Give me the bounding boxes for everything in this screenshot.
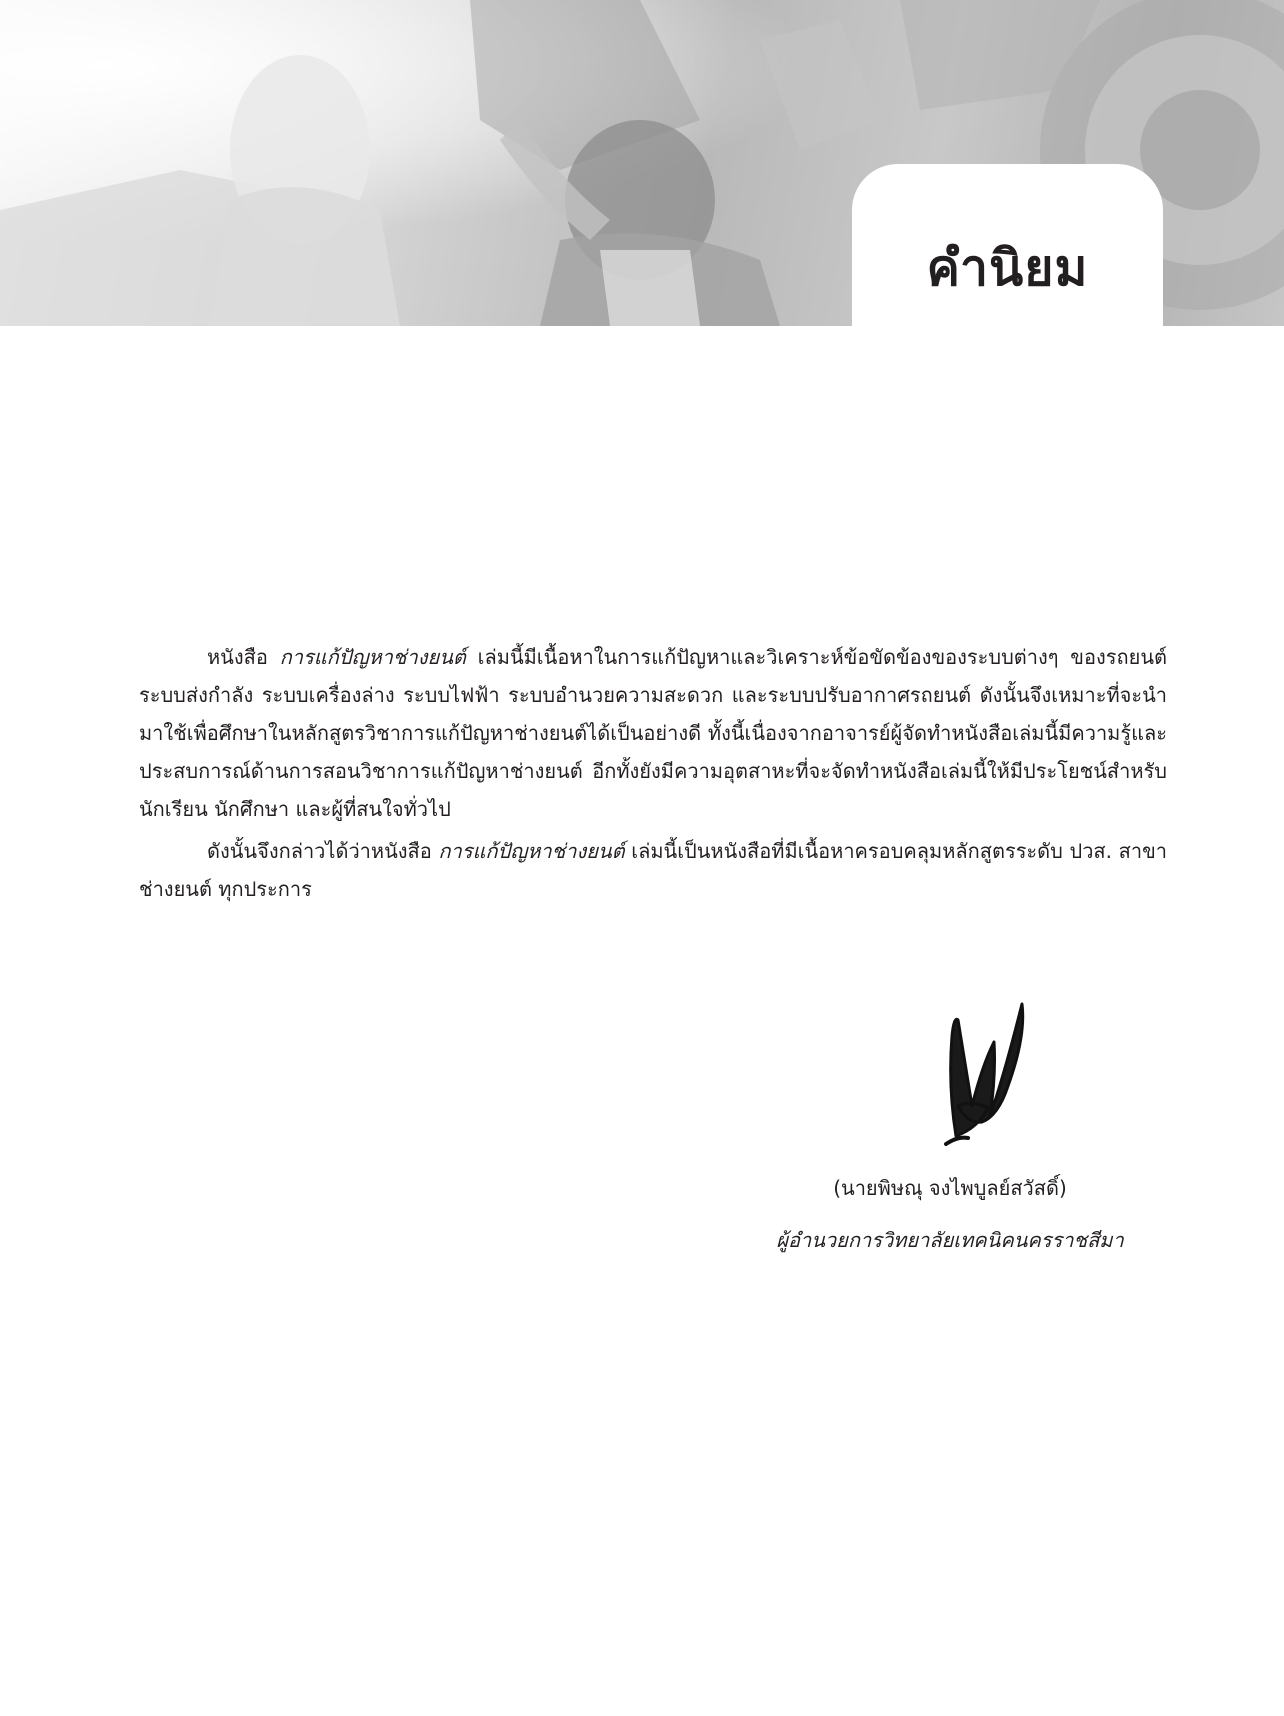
signer-name: (นายพิษณุ จงไพบูลย์สวัสดิ์): [833, 1176, 1067, 1200]
handwritten-signature: [938, 996, 1038, 1146]
p1-intro: หนังสือ: [207, 645, 280, 669]
book-title: การแก้ปัญหาช่างยนต์: [279, 645, 466, 669]
foreword-body: [139, 638, 1167, 912]
page-title: คำนิยม: [926, 239, 1089, 297]
p1-text: เล่มนี้มีเนื้อหาในการแก้ปัญหาและวิเคราะห์ข้อขัดข้องของระบบต่างๆ ของรถยนต์ ระบบส่งกำลัง ระบบเครื่องล่าง ระบบไฟฟ้า ระบบอำนวยความสะดวก และระบบปรับอากาศรถยนต์ ดังนั้นจึงเหมาะที่จะนำมาใช้เพื่อศึกษาในหลักสูตรวิชาการแก้ปัญหาช่างยนต์ได้เป็นอย่างดี ทั้งนี้เนื่องจากอาจารย์ผู้จัดทำหนังสือเล่มนี้มีความรู้และประสบการณ์ด้านการสอนวิชาการแก้ปัญหาช่างยนต์ อีกทั้งยังมีความอุตสาหะที่จะจัดทำหนังสือเล่มนี้ให้มีประโยชน์สำหรับนักเรียน นักศึกษา และผู้ที่สนใจทั่วไป: [139, 645, 1167, 821]
book-title: การแก้ปัญหาช่างยนต์: [438, 839, 625, 863]
paragraph-2: [139, 832, 1167, 908]
signer-position: ผู้อำนวยการวิทยาลัยเทคนิคนครราชสีมา: [776, 1228, 1124, 1252]
paragraph-1: [139, 638, 1167, 828]
p2-text: เล่มนี้เป็นหนังสือที่มีเนื้อหาครอบคลุมหลักสูตรระดับ ปวส. สาขาช่างยนต์ ทุกประการ: [139, 839, 1167, 901]
p2-intro: ดังนั้นจึงกล่าวได้ว่าหนังสือ: [207, 839, 439, 863]
